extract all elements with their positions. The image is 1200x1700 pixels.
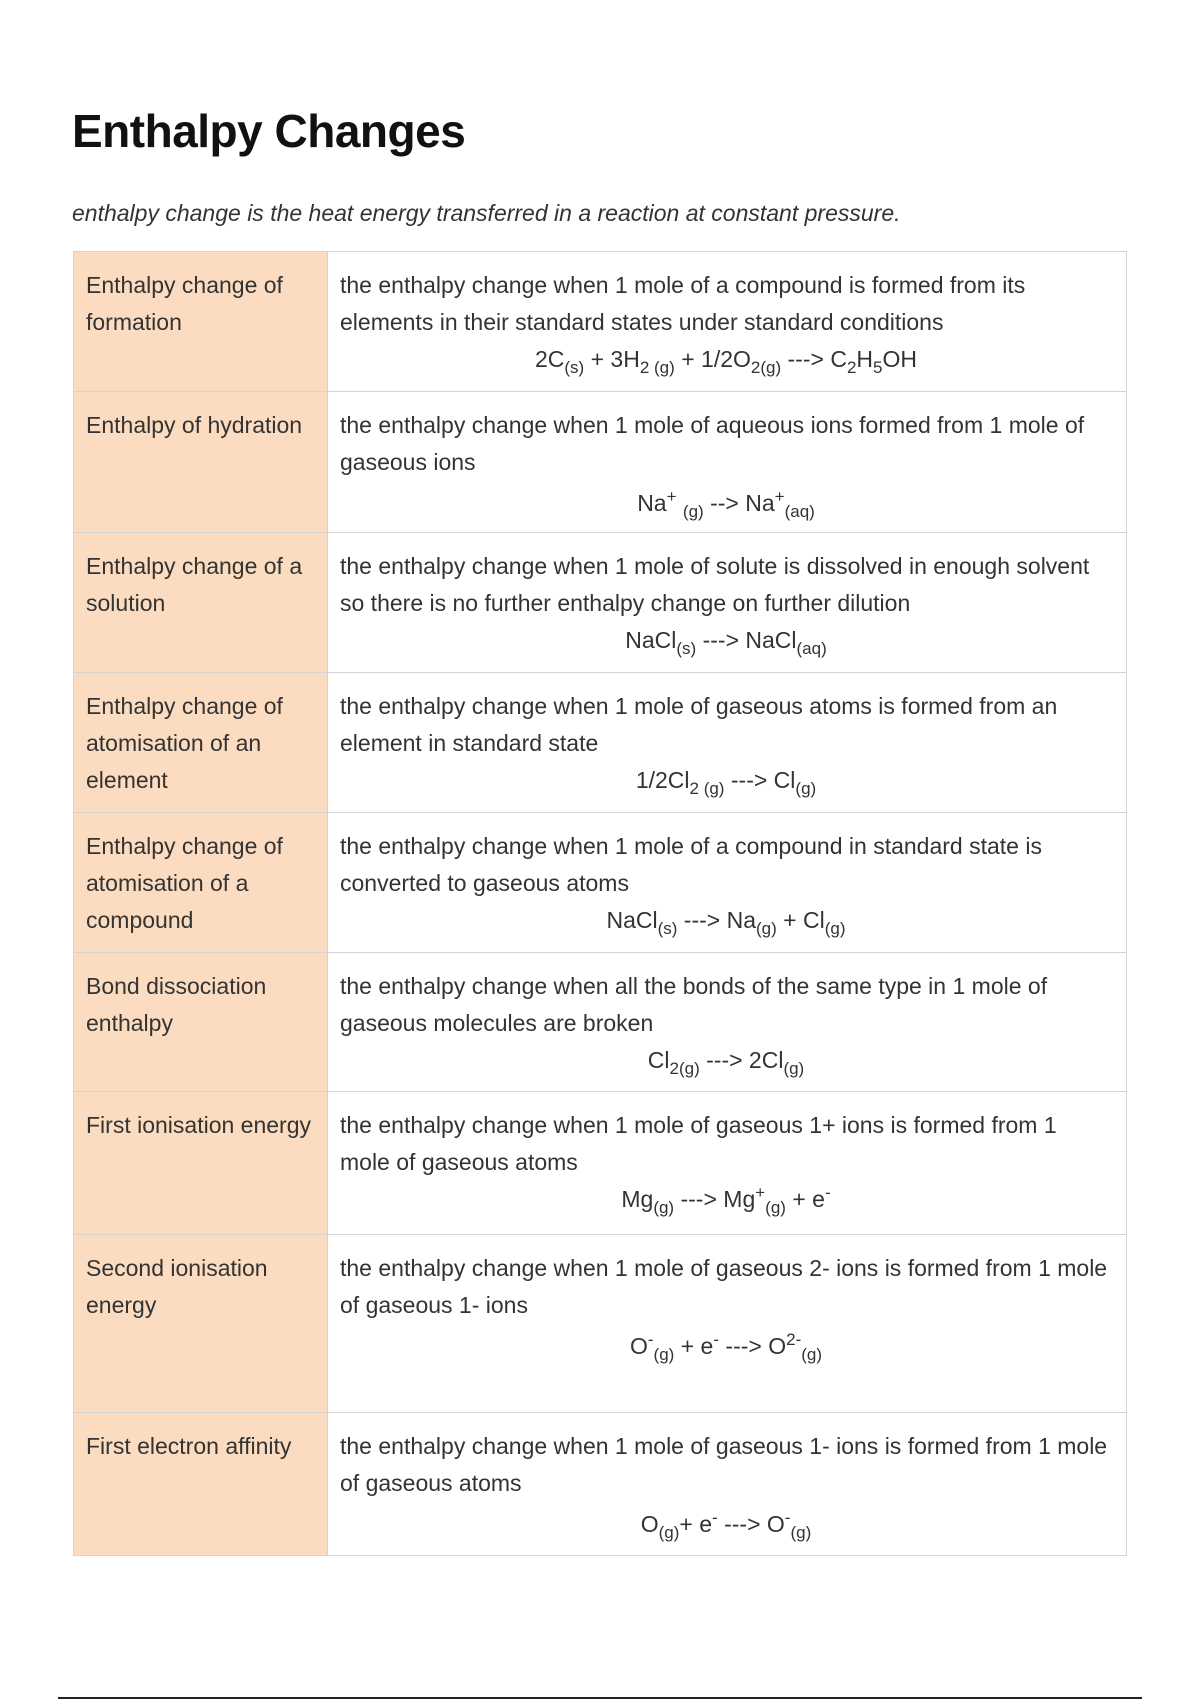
definition-cell [328, 1092, 1127, 1235]
equation: $Mg_{(g)}$ ---> $Mg^+_{(g)} + e^-$ [621, 1183, 831, 1217]
equation: NaCl$_{(s)}$ ---> NaCl$_{(aq)}$ [625, 627, 827, 658]
intro-text: enthalpy change is the heat energy transferred in a reaction at constant pressure. [72, 200, 901, 226]
equation: $2C_{(s)} + 3H_{2 (g)} + 1/2O_{2(g)}$ ---> $C_2H_5OH$ [534, 346, 917, 377]
table-row [74, 813, 1127, 953]
definition-text: the enthalpy change when 1 mole of gaseous 2- ions is formed from 1 mole of gaseous 1- ions [340, 1255, 1108, 1318]
table-row [74, 1235, 1127, 1413]
table-row [74, 533, 1127, 673]
equation: $1/2Cl_{2 (g)}$ ---> $Cl_{(g)}$ [635, 767, 817, 798]
term-cell: Enthalpy change of a solution [74, 533, 328, 673]
equation: NaCl$_{(s)}$ ---> $Na_{(g)} + Cl_{(g)}$ [606, 907, 846, 938]
definition-cell [328, 1413, 1127, 1556]
definition-text: the enthalpy change when 1 mole of a compound is formed from its elements in their standard states under standard conditions [340, 272, 1026, 335]
term-cell: Second ionisation energy [74, 1235, 328, 1413]
table-row [74, 1092, 1127, 1235]
definition-text: the enthalpy change when 1 mole of gaseous atoms is formed from an element in standard state [340, 693, 1058, 756]
term-cell: Bond dissociation enthalpy [74, 953, 328, 1092]
definition-text: the enthalpy change when all the bonds of the same type in 1 mole of gaseous molecules are broken [340, 973, 1048, 1036]
term-cell: Enthalpy change of formation [74, 252, 328, 392]
bottom-divider [58, 1697, 1142, 1699]
definition-text: the enthalpy change when 1 mole of gaseous 1- ions is formed from 1 mole of gaseous atoms [340, 1433, 1108, 1496]
definition-text: the enthalpy change when 1 mole of solute is dissolved in enough solvent so there is no further enthalpy change on further dilution [340, 553, 1090, 616]
definition-cell [328, 1235, 1127, 1413]
term-cell: First electron affinity [74, 1413, 328, 1556]
page-title: Enthalpy Changes [72, 105, 466, 157]
equation: $O_{(g)}+ e^-$ ---> $O^-_{(g)}$ [640, 1508, 812, 1542]
table-row [74, 252, 1127, 392]
table-row [74, 1413, 1127, 1556]
definition-cell [328, 673, 1127, 813]
table-row [74, 673, 1127, 813]
equation: $O^-_{(g)} + e^-$ ---> $O^{2-}_{(g)}$ [629, 1330, 823, 1364]
equation: Na+ $_{(g)}$ --> $Na^+_{(aq)}$ [637, 487, 815, 521]
definition-text: the enthalpy change when 1 mole of a compound in standard state is converted to gaseous atoms [340, 833, 1042, 896]
definition-cell [328, 953, 1127, 1092]
definition-text: the enthalpy change when 1 mole of gaseous 1+ ions is formed from 1 mole of gaseous atoms [340, 1112, 1057, 1175]
table-row [74, 953, 1127, 1092]
definition-text: the enthalpy change when 1 mole of aqueous ions formed from 1 mole of gaseous ions [340, 412, 1085, 475]
equation: $Cl_{2(g)}$ ---> $2Cl_{(g)}$ [647, 1047, 805, 1078]
table-row [74, 392, 1127, 533]
term-cell: Enthalpy change of atomisation of an element [74, 673, 328, 813]
term-cell: First ionisation energy [74, 1092, 328, 1235]
definitions-table [73, 251, 1127, 1556]
definition-cell [328, 813, 1127, 953]
definition-cell [328, 252, 1127, 392]
definition-cell [328, 392, 1127, 533]
term-cell: Enthalpy change of atomisation of a compound [74, 813, 328, 953]
definition-cell [328, 533, 1127, 673]
term-cell: Enthalpy of hydration [74, 392, 328, 533]
